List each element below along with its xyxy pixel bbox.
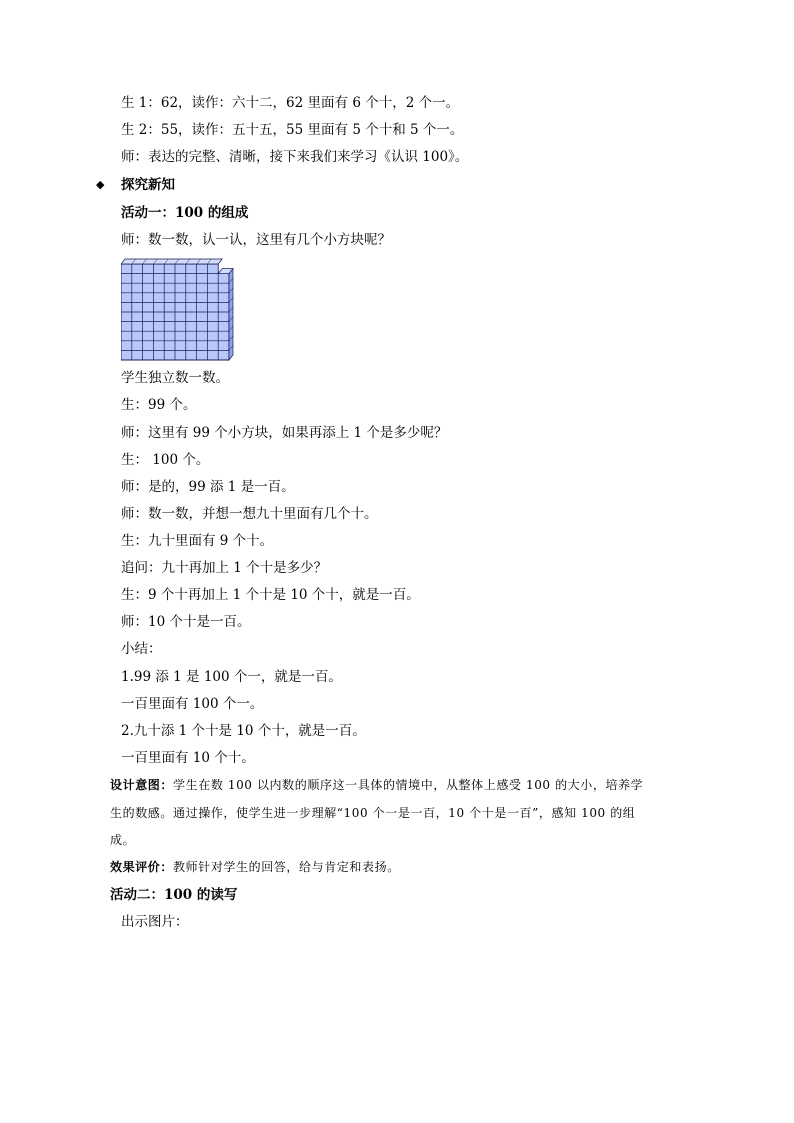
design-intent-text: 学生在数 100 以内数的顺序这一具体的情境中，从整体上感受 100 的大小，培养学 bbox=[173, 778, 644, 792]
dialogue-line: 师：是的，99 添 1 是一百。 bbox=[121, 479, 295, 495]
dialogue-line: 生： 100 个。 bbox=[121, 452, 210, 468]
intro-line-1: 生 1：62，读作：六十二，62 里面有 6 个十，2 个一。 bbox=[121, 95, 460, 111]
hundred-cubes-figure bbox=[121, 258, 239, 362]
evaluation-text: 教师针对学生的回答，给与肯定和表扬。 bbox=[173, 860, 400, 874]
summary-line: 2.九十添 1 个十是 10 个十，就是一百。 bbox=[121, 723, 366, 739]
dialogue-line: 生：九十里面有 9 个十。 bbox=[121, 533, 274, 549]
dialogue-line: 师：这里有 99 个小方块，如果再添上 1 个是多少呢？ bbox=[121, 425, 448, 441]
activity1-question: 师：数一数，认一认，这里有几个小方块呢？ bbox=[121, 232, 391, 248]
dialogue-line: 学生独立数一数。 bbox=[121, 370, 229, 386]
summary-line: 一百里面有 10 个十。 bbox=[121, 750, 255, 766]
activity2-show: 出示图片： bbox=[121, 914, 189, 930]
design-intent-line-1 bbox=[110, 776, 643, 794]
activity2-title: 活动二：100 的读写 bbox=[110, 887, 238, 903]
dialogue-line: 师：10 个十是一百。 bbox=[121, 614, 251, 630]
dialogue-line: 师：数一数，并想一想九十里面有几个十。 bbox=[121, 506, 378, 522]
dialogue-line: 追问：九十再加上 1 个十是多少？ bbox=[121, 560, 328, 576]
design-intent-label: 设计意图： bbox=[110, 778, 174, 792]
activity1-title: 活动一：100 的组成 bbox=[121, 205, 249, 221]
dialogue-line: 生：99 个。 bbox=[121, 397, 197, 413]
summary-heading: 小结： bbox=[121, 641, 162, 657]
evaluation-label: 效果评价： bbox=[110, 860, 174, 874]
bullet-diamond-icon: ◆ bbox=[96, 178, 105, 191]
summary-line: 一百里面有 100 个一。 bbox=[121, 696, 264, 712]
evaluation-line bbox=[110, 858, 400, 876]
summary-line: 1.99 添 1 是 100 个一，就是一百。 bbox=[121, 669, 342, 685]
intro-line-3: 师：表达的完整、清晰，接下来我们来学习《认识 100》。 bbox=[121, 149, 469, 165]
intro-line-2: 生 2：55，读作：五十五，55 里面有 5 个十和 5 个一。 bbox=[121, 122, 464, 138]
section-title: 探究新知 bbox=[121, 177, 175, 193]
design-intent-line-2: 生的数感。通过操作，使学生进一步理解“100 个一是一百，10 个十是一百”，感知 100 的组 bbox=[110, 806, 636, 820]
dialogue-line: 生：9 个十再加上 1 个十是 10 个十，就是一百。 bbox=[121, 587, 420, 603]
design-intent-line-3: 成。 bbox=[110, 833, 136, 847]
cube-top-face bbox=[121, 259, 222, 264]
